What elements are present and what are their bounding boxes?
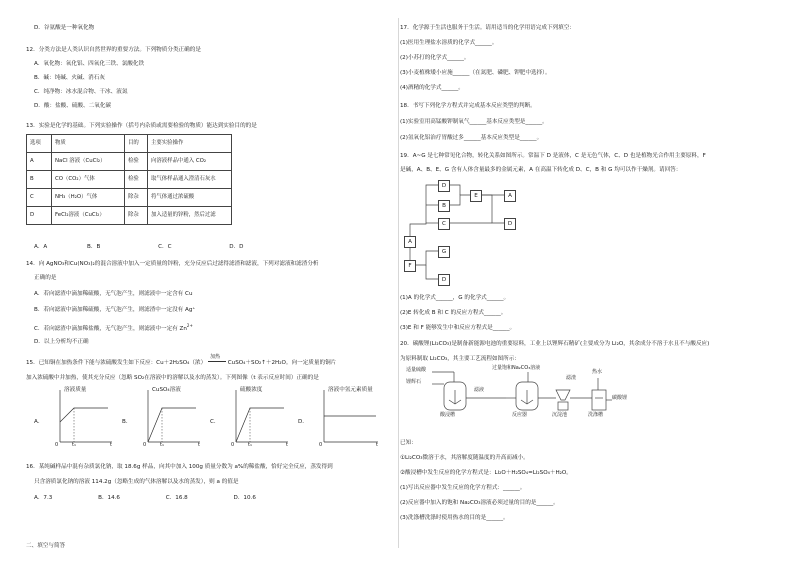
table-cell: C — [27, 189, 52, 207]
graph-ylabel: 溶液中氢元素质量 — [328, 387, 373, 393]
q20-line-3: (3)洗涤槽洗涤时使用热水的目的是______。 — [400, 515, 509, 521]
table-cell: 检验 — [125, 171, 148, 189]
table-cell: 向溶液样品中通入 CO₂ — [148, 153, 232, 171]
table-cell: D — [27, 207, 52, 225]
table-cell: A — [27, 153, 52, 171]
q17-line-2: (2)小苏打的化学式______。 — [400, 55, 470, 61]
table-cell: 加入适量的锌粉，然后过滤 — [148, 207, 232, 225]
q16-option-b: B．14.6 — [98, 495, 120, 501]
table-cell: NaCl 溶液（CuCl₂） — [52, 153, 125, 171]
node-a: A — [504, 190, 516, 202]
superscript: 2+ — [186, 323, 193, 328]
t-label: t — [110, 442, 112, 448]
q13-options — [34, 245, 244, 251]
table-header: 物质 — [52, 135, 125, 153]
known-heading: 已知： — [400, 440, 417, 446]
tank-label: 沉淀池 — [552, 412, 568, 418]
table-cell: CO（CO₂）气体 — [52, 171, 125, 189]
q16-option-a: A．7.3 — [34, 495, 53, 501]
q13-option-c: C．C — [158, 244, 172, 250]
question-20-stem: 20．碳酸锂(Li₂CO₃)是制备新能源电池的重要原料，工业上以锂辉石精矿(主要成分为 Li₂O，其余成分不溶于水且不与酸反应) — [400, 341, 710, 347]
graph-d-plot — [298, 386, 382, 452]
t1-label: t₁ — [248, 442, 252, 448]
q14-option-b: B．若向滤液中滴加稀硫酸，无气泡产生，则滤渣中一定没有 Ag⁺ — [34, 307, 196, 313]
t-label: t — [198, 442, 200, 448]
q15-stem-part1: 15．已知铜在加热条件下能与浓硫酸发生如下反应：Cu＋2H₂SO₄（浓） — [26, 360, 207, 366]
origin-label: 0 — [231, 442, 235, 448]
q12-option-b: B．碱：纯碱、火碱、消石灰 — [34, 75, 105, 81]
known-2: ②酸浸槽中发生反应的化学方程式是：Li₂O＋H₂SO₄=Li₂SO₄＋H₂O。 — [400, 470, 572, 476]
node-d3: D — [438, 274, 450, 286]
t1-label: t₁ — [72, 442, 76, 448]
question-13-stem: 13．实验是化学的基础。下列实验操作（括号内杂质或需要检验的物质）能达到实验目的的是 — [26, 123, 257, 129]
reaction-arrow — [208, 354, 226, 367]
table-cell: 除杂 — [125, 189, 148, 207]
node-g: G — [438, 246, 450, 258]
q14-option-d: D．以上分析均不正确 — [34, 339, 89, 345]
q16-option-d: D．10.6 — [233, 495, 256, 501]
table-cell: 将气体通过浓硫酸 — [148, 189, 232, 207]
q15-stem-part2: CuSO₄＋SO₂↑＋2H₂O。向一定质量的铜片 — [227, 360, 337, 366]
node-a2: A — [404, 236, 416, 248]
q17-line-3: (3)小麦植株矮小应施______（在氮肥、磷肥、钾肥中选择）。 — [400, 70, 551, 76]
question-16-stem: 16．某纯碱样品中混有杂质氯化钠，取 18.6g 样品，向其中加入 100g 质量分数为 a%的稀盐酸，恰好完全反应，蒸发得到 — [26, 464, 333, 470]
q19-diagram — [400, 176, 560, 296]
question-15-stem-cont: 加入浓硫酸中并加热，使其充分反应（忽略 SO₂在溶液中的溶解以及水的蒸发）。下列图像（t 表示反应时间）正确的是 — [26, 375, 319, 381]
q19-line-2: (2)E 转化成 B 和 C 的反应方程式______。 — [400, 310, 507, 316]
node-f: F — [404, 260, 416, 272]
table-row — [27, 153, 232, 171]
q20-line-2: (2)反应器中加入的饱和 Na₂CO₃溶液必须过量的目的是______。 — [400, 500, 559, 506]
tank-label: 反应器 — [512, 412, 528, 418]
question-19-stem-cont: 是碱，A、B、E、G 含有人体含量最多的金属元素，A 在高温下转化成 D、C，B 和 G 均可以作干燥剂。请回答： — [400, 167, 682, 173]
question-14-stem-cont: 正确的是 — [34, 275, 57, 281]
t-label: t — [286, 442, 288, 448]
column-divider — [398, 18, 399, 548]
flow-label: 锂辉石 — [406, 379, 422, 385]
question-12-stem: 12．分类方法是人类认识自然世界的重要方法。下列物质分类正确的是 — [26, 47, 201, 53]
table-cell: 检验 — [125, 153, 148, 171]
flow-label: 滤渣 — [566, 375, 577, 381]
table-cell: 除杂 — [125, 207, 148, 225]
question-14-stem: 14．向 AgNO₃和Cu(NO₃)₂的混合溶液中加入一定质量的锌粉，充分反应后过滤得滤渣和滤液，下列对滤液和滤渣分析 — [26, 261, 319, 267]
q12-option-c: C．纯净物：冰水混合物、干冰、液氮 — [34, 89, 128, 95]
q14-option-c-text: C．若向滤渣中滴加稀盐酸，无气泡产生，则滤液中一定有 Zn — [34, 325, 187, 332]
table-row — [27, 189, 232, 207]
question-19-stem: 19．A~G 是七种常见化合物，转化关系如图所示。常温下 D 是液体，C 是无色气体，C、D 也是植物光合作用主要原料，F — [400, 153, 706, 159]
graph-c — [210, 386, 290, 455]
tank-label: 酸浸槽 — [440, 412, 456, 418]
known-1: ①Li₂CO₃微溶于水，其溶解度随温度的升高而减小。 — [400, 455, 529, 461]
origin-label: 0 — [55, 442, 59, 448]
q14-option-a: A．若向滤渣中滴加稀硫酸，无气泡产生，则滤液中一定含有 Cu — [34, 291, 193, 297]
table-cell: B — [27, 171, 52, 189]
q12-option-a: A．氧化物：氧化铝、四氧化三铁、氯酸化铁 — [34, 61, 145, 67]
q18-line-2: (2)氢氧化铝治疗胃酸过多______基本反应类型是______。 — [400, 135, 543, 141]
node-d: D — [438, 180, 450, 192]
flow-label: 滤液 — [474, 387, 485, 393]
table-cell: FeCl₂溶液（CuCl₂） — [52, 207, 125, 225]
node-d2: D — [504, 218, 516, 230]
graph-ylabel: 硫酸浓度 — [240, 387, 263, 393]
q18-line-1: (1)实验室用高锰酸钾制氧气______基本反应类型是______。 — [400, 119, 548, 125]
option-text: D．谷氨酸是一种氧化物 — [34, 25, 95, 31]
question-17-stem: 17．化学源于生活也服务于生活。请用适当的化学用语完成下列填空： — [400, 25, 575, 31]
table-cell: NH₃（H₂O）气体 — [52, 189, 125, 207]
flow-label: 热水 — [592, 369, 603, 375]
table-cell: 取气体样品通入澄清石灰水 — [148, 171, 232, 189]
node-e: E — [470, 190, 482, 202]
question-16-stem-cont: 只含溶质氯化钠的溶液 114.2g（忽略生成的气体溶解以及水的蒸发），则 a 的值是 — [34, 479, 239, 485]
section-heading: 二、填空与简答 — [26, 543, 66, 549]
origin-label: 0 — [143, 442, 147, 448]
tank-label: 洗涤槽 — [588, 412, 604, 418]
graph-ylabel: 溶液质量 — [64, 387, 87, 393]
graph-letter: B． — [122, 419, 132, 425]
flow-label: 过量饱和Na₂CO₃溶液 — [492, 365, 541, 371]
table-row — [27, 207, 232, 225]
node-b: B — [438, 200, 450, 212]
graph-letter: D． — [298, 419, 308, 425]
q12-option-d: D．酸：盐酸、硫酸、二氧化碳 — [34, 103, 112, 109]
table-header-row — [27, 135, 232, 153]
q17-line-4: (4)酒精的化学式______。 — [400, 85, 464, 91]
graph-letter: C． — [210, 419, 220, 425]
origin-label: 0 — [319, 442, 323, 448]
diagram-arrows — [400, 176, 560, 296]
q13-option-d: D．D — [229, 244, 244, 250]
q19-line-1: (1)A 的化学式______，G 的化学式______。 — [400, 295, 510, 301]
table-header: 选项 — [27, 135, 52, 153]
node-c: C — [438, 218, 450, 230]
arrow-line — [208, 361, 226, 362]
q19-line-3: (3)E 和 F 能够发生中和反应方程式是______。 — [400, 325, 516, 331]
question-20-stem-cont: 为原料制取 Li₂CO₃，其主要工艺流程如图所示： — [400, 356, 520, 362]
q13-table — [26, 134, 232, 225]
t-label: t — [376, 442, 378, 448]
q13-option-a: A．A — [34, 244, 48, 250]
q16-option-c: C．16.8 — [165, 495, 188, 501]
q16-options — [34, 496, 256, 502]
table-header: 主要实验操作 — [148, 135, 232, 153]
question-15-stem — [26, 354, 337, 367]
question-18-stem: 18．书写下列化学方程式并完成基本反应类型的判断。 — [400, 103, 536, 109]
q20-flowchart — [406, 366, 636, 436]
graph-d — [298, 386, 382, 455]
graph-b — [122, 386, 202, 455]
flow-label: 碳酸锂 — [612, 395, 628, 401]
table-row — [27, 171, 232, 189]
q17-line-1: (1)医用生理盐水溶质的化学式______。 — [400, 40, 498, 46]
q14-option-c — [34, 324, 193, 332]
graph-letter: A． — [34, 419, 44, 425]
graph-a — [34, 386, 114, 455]
table-header: 目的 — [125, 135, 148, 153]
t1-label: t₁ — [160, 442, 164, 448]
graph-ylabel: CuSO₄溶液 — [152, 387, 181, 393]
reaction-condition: 加热 — [210, 354, 221, 360]
flow-label: 适量硫酸 — [406, 367, 427, 373]
q13-option-b: B．B — [87, 244, 101, 250]
q20-line-1: (1)写出反应器中发生反应的化学方程式：______。 — [400, 485, 526, 491]
